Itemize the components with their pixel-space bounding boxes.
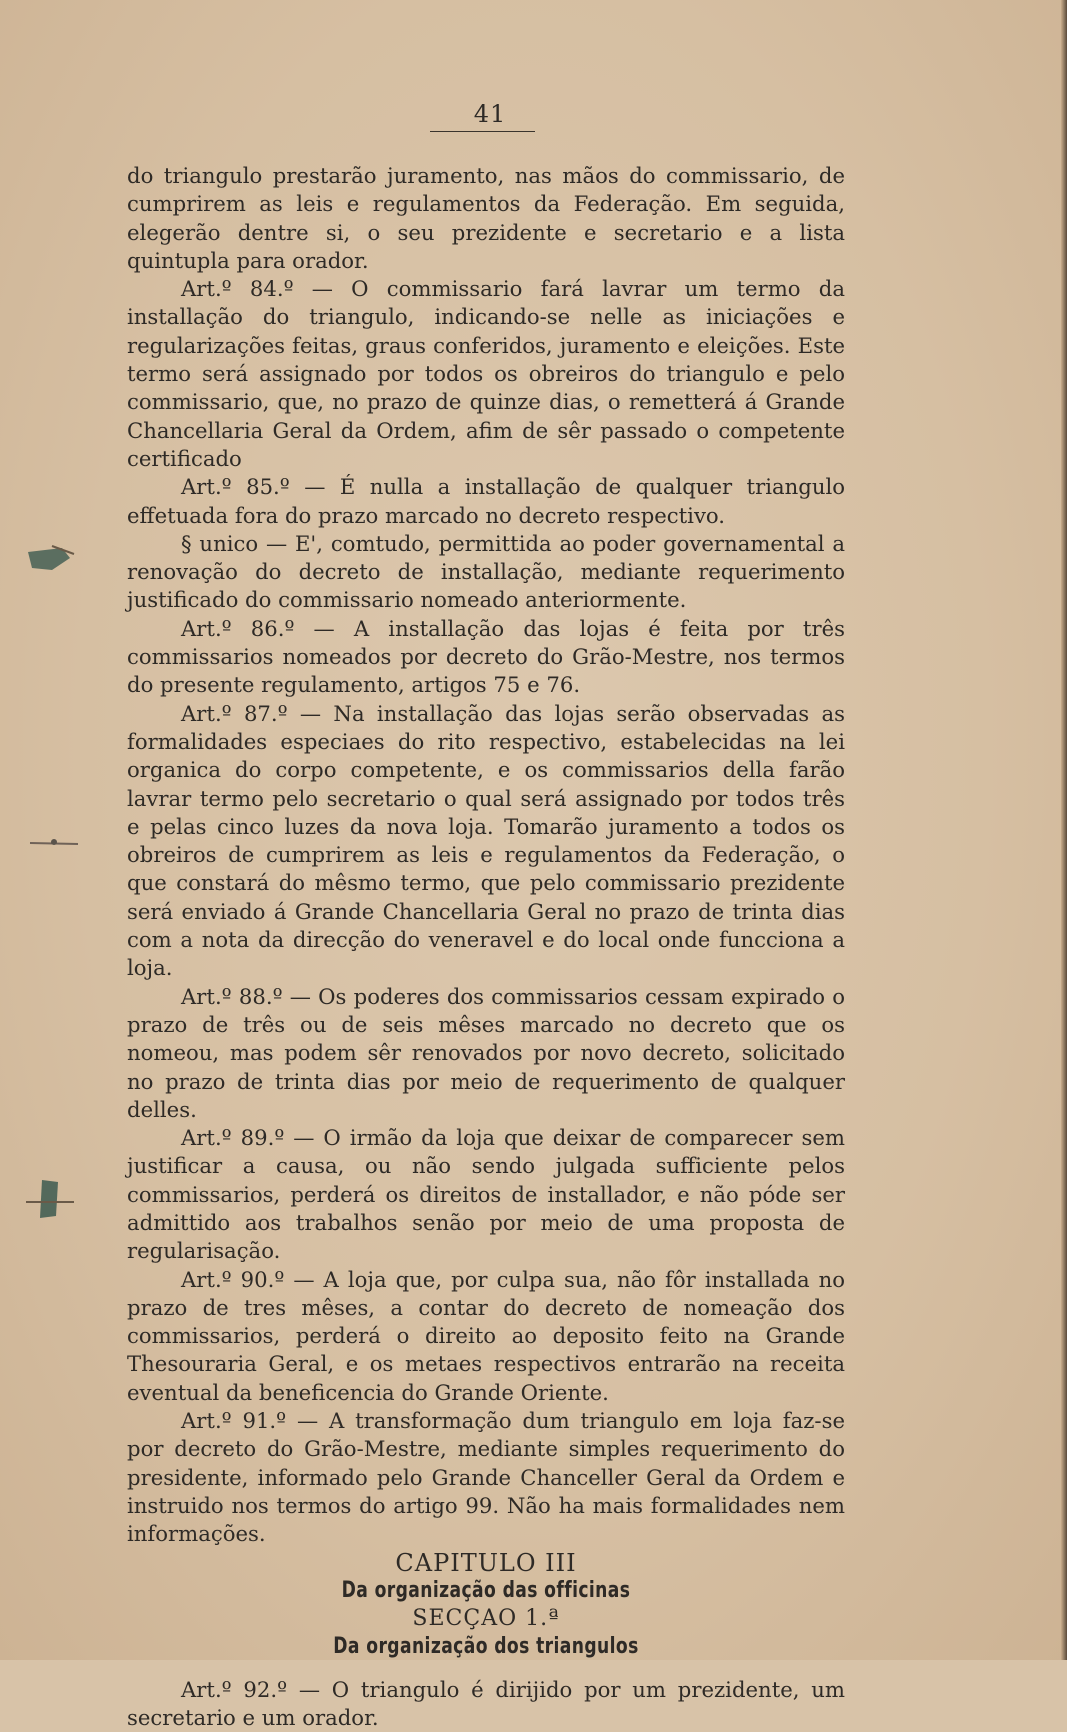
paragraph: Art.º 88.º — Os poderes dos commissarios cessam expirado o prazo de três ou de seis mêses marcado no decreto que os nomeou, mas podem sêr renovados por novo decreto, solicitado no prazo de trinta dias por meio de requerimento de qualquer delles. — [127, 983, 845, 1122]
page-number: 41 — [473, 100, 507, 128]
paragraph: Art.º 87.º — Na installação das lojas serão observadas as formalidades especiaes do rito respectivo, estabelecidas na lei organica do corpo competente, e os commissarios della farão lavrar termo pelo secretario o qual será assignado por todos três e pelas cinco luzes da nova loja. Tomarão juramento a todos os obreiros de cumprirem as leis e regulamentos da Federação, o que constará do mêsmo termo, que pelo commissario prezidente será enviado á Grande Chancellaria Geral no prazo de trinta dias com a nota da direcção do veneravel e do local onde funcciona a loja. — [127, 700, 845, 981]
paragraph: Art.º 89.º — O irmão da loja que deixar de comparecer sem justificar a causa, ou não sendo julgada sufficiente pelos commissarios, perderá os direitos de installador, e não póde ser admittido aos trabalhos senão por meio de uma proposta de regularisação. — [127, 1125, 845, 1264]
paragraph: Art.º 84.º — O commissario fará lavrar um termo da installação do triangulo, indicando-se nelle as iniciações e regularizações feitas, graus conferidos, juramento e eleições. Este termo será assignado por todos os obreiros do triangulo e pelo commissario, que, no prazo de quinze dias, o remetterá á Grande Chancellaria Geral da Ordem, afim de sêr passado o competente certificado — [127, 276, 845, 471]
margin-stain-icon — [22, 540, 78, 580]
header-rule — [430, 131, 535, 132]
paragraph: § unico — E', comtudo, permittida ao poder governamental a renovação do decreto de installação, mediante requerimento justificado do commissario nomeado anteriormente. — [127, 530, 845, 613]
section-heading: SECÇAO 1.ª — [412, 1606, 560, 1632]
page-edge — [1061, 0, 1067, 1660]
section-title: Da organização dos triangulos — [333, 1634, 639, 1660]
paragraph: Art.º 85.º — É nulla a installação de qualquer triangulo effetuada fora do prazo marcado no decreto respectivo. — [127, 474, 845, 528]
chapter-heading: CAPITULO III — [395, 1548, 577, 1577]
paragraph: Art.º 86.º — A installação das lojas é feita por três commissarios nomeados por decreto do Grão-Mestre, nos termos do presente regulamento, artigos 75 e 76. — [127, 615, 845, 698]
paragraph: do triangulo prestarão juramento, nas mãos do commissario, de cumprirem as leis e regulamentos da Federação. Em seguida, elegerão dentre si, o seu prezidente e secretario e a lista quintupla para orador. — [127, 163, 845, 273]
body-text — [127, 162, 845, 1732]
paragraph: Art.º 90.º — A loja que, por culpa sua, não fôr installada no prazo de tres mêses, a contar do decreto de nomeação dos commissarios, perderá o direito ao deposito feito na Grande Thesouraria Geral, e os metaes respectivos entrarão na receita eventual da beneficencia do Grande Oriente. — [127, 1266, 845, 1405]
margin-mark-icon — [28, 836, 82, 850]
chapter-title: Da organização das officinas — [341, 1577, 631, 1603]
paragraph: Art.º 92.º — O triangulo é dirijido por um prezidente, um secretario e um orador. — [127, 1676, 845, 1731]
paragraph: Art.º 91.º — A transformação dum triangulo em loja faz-se por decreto do Grão-Mestre, mediante simples requerimento do presidente, informado pelo Grande Chanceller Geral da Ordem e instruido nos termos do artigo 99. Não ha mais formalidades nem informações. — [127, 1408, 845, 1547]
margin-stain-icon — [22, 1172, 78, 1228]
